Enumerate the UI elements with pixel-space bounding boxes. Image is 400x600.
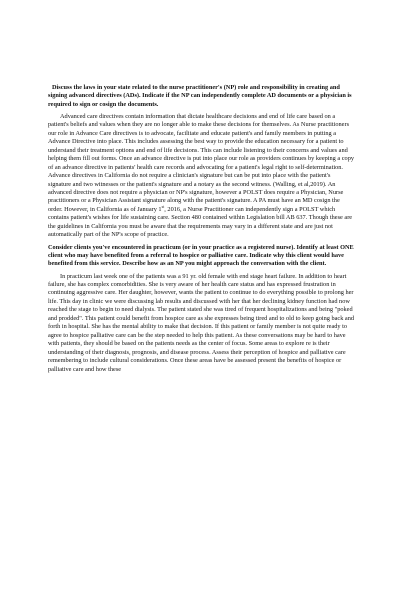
answer-text-part-2: , 2016, a Nurse Practitioner can independently sign a POLST which contains patient's wishes for life sustaining care. Section 480 contained within Legislation bill AB 637. Though these are the guidelines in California you must be aware that the requirements may vary in a different state and are just not automatically part of the NP's scope of practice. xyxy=(48,205,353,239)
document-body xyxy=(48,84,354,378)
question-ad-laws: Discuss the laws in your state related to the nurse practitioner's (NP) role and responsibility in creating and signing advanced directives (ADs). Indicate if the NP can independently complete AD documents or a physician is required to sign or cosign the documents. xyxy=(48,84,352,108)
answer-paragraph-advance-directives xyxy=(48,113,354,240)
question-hospice-referral: Consider clients you've encountered in practicum (or in your practice as a registered nurse). Identify at least ONE client who may have benefited from a referral to hospice or palliative care. Indicate why this client would have benefited from this service. Describe how as an NP you might approach the conversation with the client. xyxy=(48,243,354,268)
answer-paragraph-hospice: In practicum last week one of the patients was a 91 yr. old female with end stage heart failure. In addition to heart failure, she has complex comorbidities. She is very aware of her health care status and has expressed frustration in continuing aggressive care. Her daughter, however, wants the patient to continue to do everything possible to prolong her life. This day in clinic we were discussing lab results and discussed with her that her declining kidney function had now reached the stage to begin to need dialysis. The patient stated she was tired of frequent hospitalizations and being "poked and prodded". This patient could benefit from hospice care as she expresses being tired and to old to keep going back and forth in hospital. She has the mental ability to make that decision. If this patient or family member is not quite ready to agree to hospice palliative care can be the step needed to help this patient. As these conversations may be hard to have with patients, they should be based on the patients needs as the center of focus. Some areas to explore re is their understanding of their diagnosis, prognosis, and disease process. Assess their perception of hospice and palliative care remembering to include cultural considerations. Once these areas have be assessed present the benefits of hospice or palliative care and how these xyxy=(48,272,355,373)
answer-text-part-1: Advanced care directives contain information that dictate healthcare decisions and end of life care based on a patient's beliefs and values when they are no longer able to make these decisions for themselves. As Nurse practitioners our role in Advance Care directives is to advocate, facilitate and educate patient's and family members in putting a Advance Directive into place. This includes assessing the best way to provide the education necessary for a patient to understand their treatment options and end of life decisions. This can include listening to their concerns and values and helping them fill out forms. Once an advance directive is put into place our role as providers continues by keeping a copy of an advance directive in patients' health care records and advocating for a patient's legal right to self-determination. Advance directives in California do not require a clinician's signature but can be put into place with the patient's signature and two witnesses or the patient's signature and a notary as the second witness. (Walling, et al,2019). An advanced directive does not require a physician or NP's signature, however a POLST does require a Physician, Nurse practitioners or a Physician Assistant signature along with the patient's signature. A PA must have an MD cosign the order. However, in California as of January 1 xyxy=(48,112,355,213)
ordinal-superscript: st xyxy=(161,203,165,209)
